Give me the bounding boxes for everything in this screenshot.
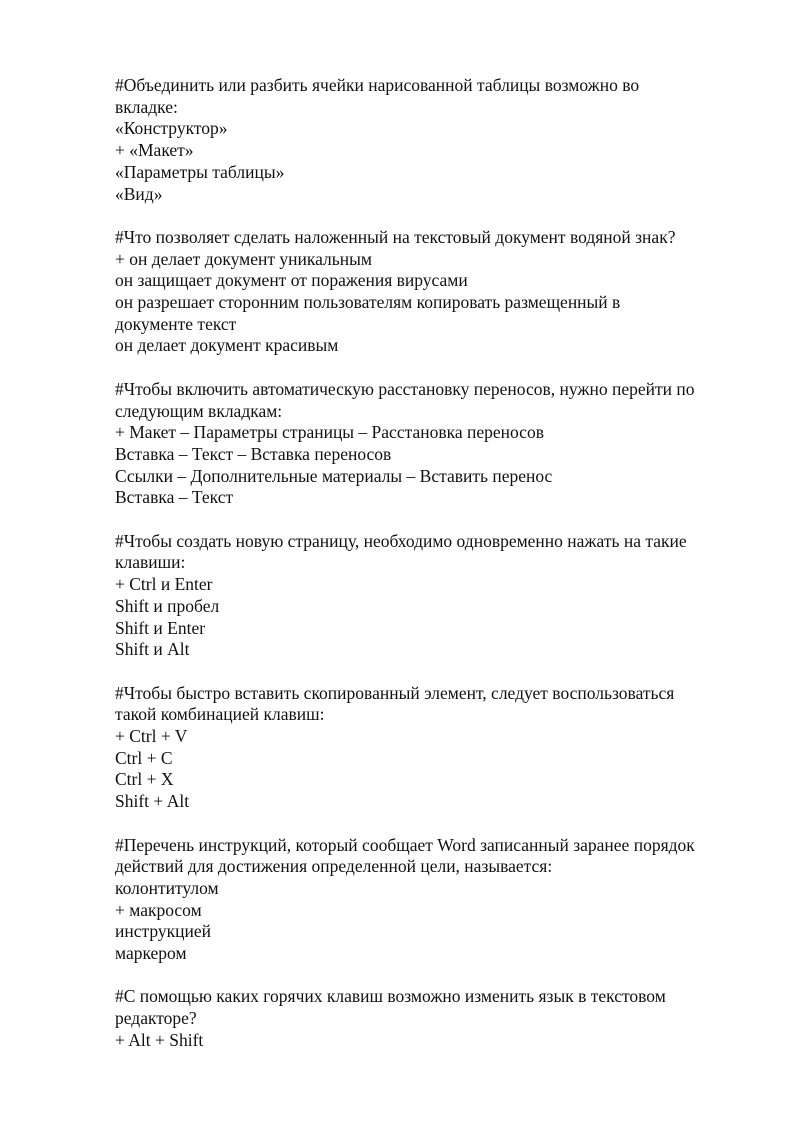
answer-option-line: он делает документ красивым	[115, 335, 339, 356]
question-text-line: #Чтобы быстро вставить скопированный элемент, следует воспользоваться	[115, 682, 675, 703]
correct-answer-line: + Ctrl и Enter	[115, 574, 213, 595]
answer-option-line: Shift и Alt	[115, 639, 190, 660]
answer-option-line: Shift + Alt	[115, 791, 190, 812]
correct-answer-line: + Макет – Параметры страницы – Расстановка переносов	[115, 422, 544, 443]
correct-answer-line: + Alt + Shift	[115, 1029, 204, 1050]
answer-option-line: колонтитулом	[115, 877, 219, 898]
correct-answer-line: + «Макет»	[115, 140, 194, 161]
answer-option-line: «Конструктор»	[115, 118, 228, 139]
answer-option-line: он разрешает сторонним пользователям копировать размещенный в	[115, 292, 621, 313]
answer-option-line: Вставка – Текст – Вставка переносов	[115, 443, 392, 464]
question-block	[115, 683, 755, 813]
answer-option-line: вкладке:	[115, 96, 178, 117]
correct-answer-line: + Ctrl + V	[115, 726, 188, 747]
answer-option-line: «Вид»	[115, 183, 163, 204]
question-block	[115, 227, 755, 357]
document-page	[115, 75, 755, 1073]
answer-option-line: клавиши:	[115, 552, 186, 573]
question-text-line: #Объединить или разбить ячейки нарисованной таблицы возможно во	[115, 75, 640, 95]
question-block	[115, 835, 755, 965]
question-text-line: #Что позволяет сделать наложенный на текстовый документ водяной знак?	[115, 226, 676, 247]
answer-option-line: маркером	[115, 943, 187, 964]
answer-option-line: он защищает документ от поражения вирусами	[115, 270, 468, 291]
correct-answer-line: + он делает документ уникальным	[115, 248, 372, 269]
question-text-line: #С помощью каких горячих клавиш возможно изменить язык в текстовом	[115, 986, 666, 1007]
answer-option-line: Shift и Enter	[115, 617, 206, 638]
answer-option-line: Shift и пробел	[115, 595, 220, 616]
question-text-line: #Перечень инструкций, который сообщает Word записанный заранее порядок	[115, 834, 695, 855]
answer-option-line: такой комбинацией клавиш:	[115, 704, 325, 725]
answer-option-line: Вставка – Текст	[115, 487, 234, 508]
answer-option-line: следующим вкладкам:	[115, 400, 283, 421]
answer-option-line: Ссылки – Дополнительные материалы – Вставить перенос	[115, 465, 553, 486]
answer-option-line: действий для достижения определенной цели, называется:	[115, 856, 553, 877]
answer-option-line: документе текст	[115, 313, 237, 334]
answer-option-line: инструкцией	[115, 921, 211, 942]
answer-option-line: Ctrl + X	[115, 769, 174, 790]
answer-option-line: редакторе?	[115, 1008, 197, 1029]
question-block	[115, 379, 755, 509]
question-block	[115, 75, 755, 205]
answer-option-line: Ctrl + C	[115, 747, 173, 768]
correct-answer-line: + макросом	[115, 899, 202, 920]
question-text-line: #Чтобы включить автоматическую расстановку переносов, нужно перейти по	[115, 378, 695, 399]
question-block	[115, 986, 755, 1051]
question-block	[115, 531, 755, 661]
answer-option-line: «Параметры таблицы»	[115, 161, 285, 182]
question-text-line: #Чтобы создать новую страницу, необходимо одновременно нажать на такие	[115, 530, 687, 551]
